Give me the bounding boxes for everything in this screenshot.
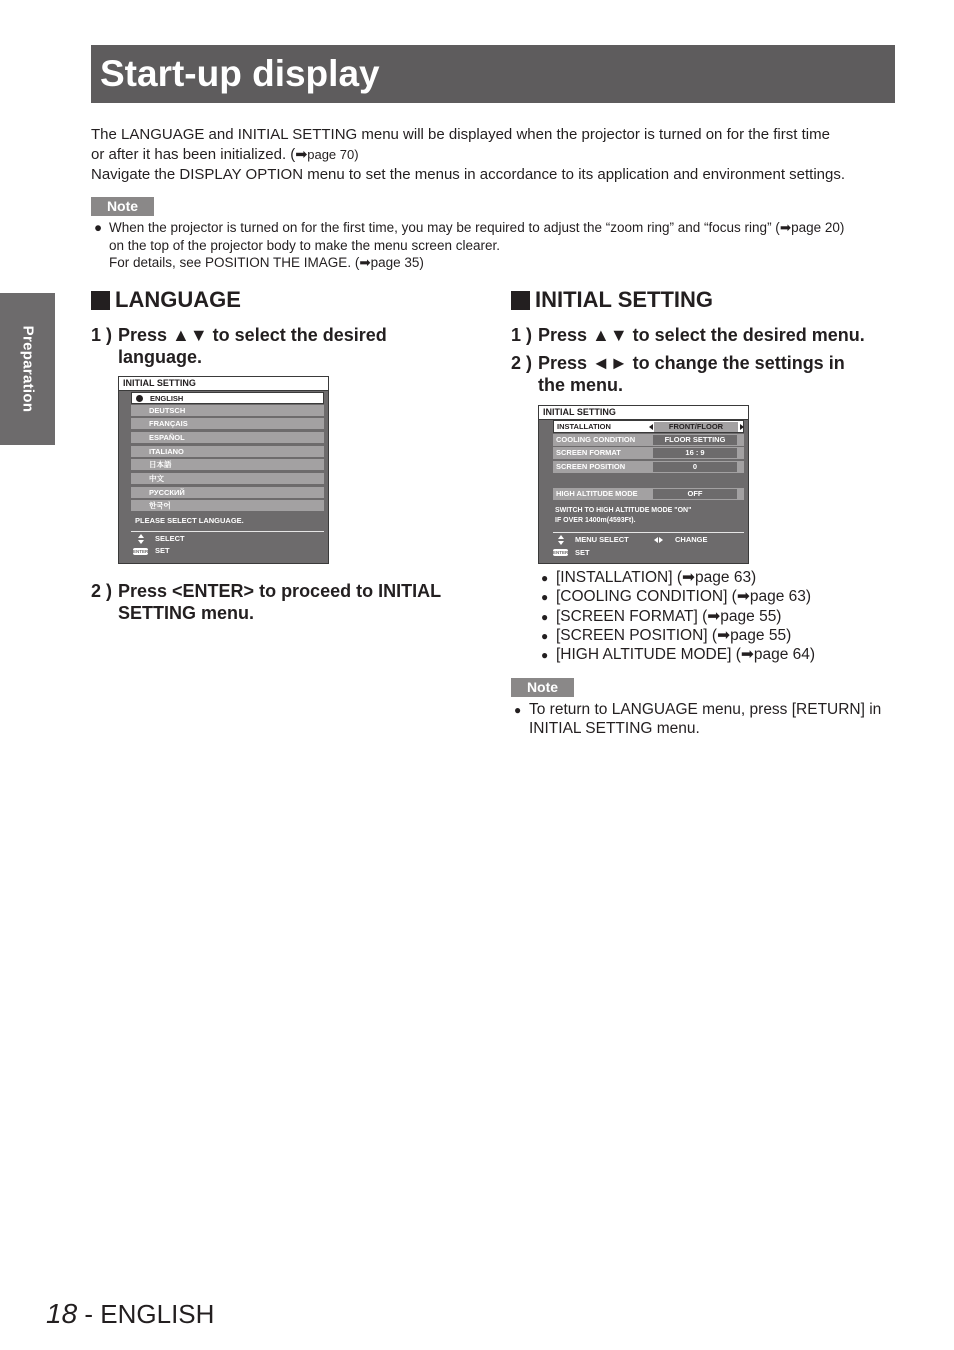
up-down-icon xyxy=(557,535,565,545)
page-number: 18 xyxy=(46,1298,78,1329)
row-value: FRONT/FLOOR xyxy=(654,422,738,432)
list-item xyxy=(539,607,919,626)
row-value: OFF xyxy=(653,489,737,499)
set-label: SET xyxy=(155,546,170,555)
selected-bullet-icon xyxy=(136,395,143,402)
step-line-2: the menu. xyxy=(538,375,624,395)
list-item-text: [SCREEN FORMAT] ( xyxy=(556,607,708,625)
language-option-francais[interactable] xyxy=(131,418,324,430)
bullet-icon: ● xyxy=(541,609,549,624)
menu-header: INITIAL SETTING xyxy=(119,377,328,391)
initial-setting-menu-screen xyxy=(538,405,749,564)
ref-arrow-icon: ➡ xyxy=(359,255,371,270)
language-step-1 xyxy=(91,324,491,370)
enter-key-icon: ENTER xyxy=(553,550,569,555)
ref-arrow-icon: ➡ xyxy=(707,607,721,625)
step-text xyxy=(118,580,441,624)
list-item-ref: page 55) xyxy=(720,607,782,625)
ref-arrow-icon: ➡ xyxy=(736,588,750,606)
bullet-icon: ● xyxy=(541,628,549,643)
side-tab-label: Preparation xyxy=(19,325,36,413)
language-prompt: PLEASE SELECT LANGUAGE. xyxy=(135,516,244,525)
note-1-line-3 xyxy=(109,254,898,272)
language-option-english[interactable] xyxy=(131,392,324,404)
ref-arrow-icon: ➡ xyxy=(682,569,696,586)
language-option-japanese[interactable] xyxy=(131,459,324,471)
note-tag: Note xyxy=(91,197,154,216)
note-1-line-1 xyxy=(109,219,898,237)
ref-arrow-icon: ➡ xyxy=(779,220,792,235)
language-option-chinese[interactable] xyxy=(131,473,324,485)
initial-step-1 xyxy=(511,324,911,346)
step-number: 2 ) xyxy=(511,353,533,373)
menu-header: INITIAL SETTING xyxy=(539,406,748,420)
initial-step-2 xyxy=(511,352,911,398)
language-heading-text: LANGUAGE xyxy=(115,287,241,312)
bullet-icon: ● xyxy=(94,220,103,235)
section-square-icon xyxy=(511,291,530,310)
altitude-message-line-1: SWITCH TO HIGH ALTITUDE MODE "ON" xyxy=(555,507,692,514)
note-1-line-1-text: When the projector is turned on for the first time, you may be required to adjust the “zoom ring” and “focus ring” ( xyxy=(109,220,780,235)
language-option-label: ENGLISH xyxy=(150,394,184,403)
language-menu-screen xyxy=(118,376,329,564)
left-right-icon xyxy=(654,536,664,544)
list-item xyxy=(539,645,919,664)
list-item-ref: page 63) xyxy=(749,588,812,606)
triangle-right-icon xyxy=(740,424,744,430)
row-label: SCREEN POSITION xyxy=(556,462,626,471)
language-option-russian[interactable] xyxy=(131,487,324,499)
note-1-item xyxy=(92,219,898,272)
enter-key-icon: ENTER xyxy=(133,549,149,554)
step-text xyxy=(118,324,387,368)
menu-divider xyxy=(553,532,744,533)
language-option-label: 日本語 xyxy=(149,460,172,469)
list-item xyxy=(539,626,919,645)
step-line-1: Press ◄► to change the settings in xyxy=(538,353,845,373)
row-value: FLOOR SETTING xyxy=(653,435,737,445)
language-option-espanol[interactable] xyxy=(131,432,324,444)
intro-line-2-text: or after it has been initialized. ( xyxy=(91,145,296,163)
language-option-label: ITALIANO xyxy=(149,447,184,456)
list-item-ref: page 55) xyxy=(730,626,792,644)
initial-setting-heading-text: INITIAL SETTING xyxy=(535,287,714,312)
language-option-label: FRANÇAIS xyxy=(149,419,188,428)
list-item-text: [SCREEN POSITION] ( xyxy=(556,626,718,644)
list-item-text: [COOLING CONDITION] ( xyxy=(556,588,737,606)
language-option-korean[interactable] xyxy=(131,500,324,512)
installation-row[interactable] xyxy=(553,420,744,433)
step-number: 2 ) xyxy=(91,581,113,601)
language-option-italiano[interactable] xyxy=(131,446,324,458)
step-line-2: SETTING menu. xyxy=(118,603,255,623)
note-2-line-2: INITIAL SETTING menu. xyxy=(529,720,700,737)
language-step-2 xyxy=(91,580,491,626)
ref-arrow-icon: ➡ xyxy=(717,626,731,644)
bullet-icon: ● xyxy=(541,590,549,605)
title-bar xyxy=(91,45,895,103)
list-item xyxy=(539,587,919,606)
step-number: 1 ) xyxy=(511,325,533,345)
step-line-1: Press ▲▼ to select the desired xyxy=(118,325,387,345)
cooling-condition-row[interactable] xyxy=(553,434,744,447)
language-option-label: 한국어 xyxy=(149,501,171,510)
footer-language: - ENGLISH xyxy=(77,1299,215,1329)
step-text xyxy=(538,352,845,396)
language-option-label: РУССКИЙ xyxy=(149,488,185,497)
altitude-message xyxy=(555,506,691,525)
bullet-icon: ● xyxy=(541,648,549,663)
row-label: INSTALLATION xyxy=(557,422,611,431)
step-number: 1 ) xyxy=(91,325,113,345)
list-item-ref: page 63) xyxy=(695,569,757,586)
language-option-label: ESPAÑOL xyxy=(149,433,185,442)
note-1-line-2: on the top of the projector body to make the menu screen clearer. xyxy=(109,237,500,253)
initial-setting-heading xyxy=(511,287,713,313)
step-text: Press ▲▼ to select the desired menu. xyxy=(538,325,865,345)
row-value: 16 : 9 xyxy=(653,448,737,458)
bullet-icon: ● xyxy=(514,703,522,717)
note-1-line-3-text: For details, see POSITION THE IMAGE. ( xyxy=(109,255,360,270)
list-item xyxy=(539,568,919,587)
intro-line-1: The LANGUAGE and INITIAL SETTING menu will be displayed when the projector is turned on for the first time xyxy=(91,126,830,143)
note-2 xyxy=(512,700,902,738)
up-down-icon xyxy=(137,534,145,544)
page-title: Start-up display xyxy=(100,53,380,94)
intro-line-2 xyxy=(91,145,901,166)
page-footer xyxy=(46,1298,214,1330)
select-label: SELECT xyxy=(155,534,185,543)
note-1-ref-2: page 35) xyxy=(370,255,424,270)
ref-arrow-icon: ➡ xyxy=(295,146,308,163)
language-option-deutsch[interactable] xyxy=(131,405,324,417)
initial-setting-references xyxy=(539,568,919,664)
language-option-label: DEUTSCH xyxy=(149,406,186,415)
row-label: HIGH ALTITUDE MODE xyxy=(556,489,638,498)
intro-line-3: Navigate the DISPLAY OPTION menu to set the menus in accordance to its application and environment settings. xyxy=(91,166,846,183)
set-label: SET xyxy=(575,548,590,557)
intro-paragraph xyxy=(91,125,901,185)
row-value: 0 xyxy=(653,462,737,472)
language-heading xyxy=(91,287,241,313)
menu-select-label: MENU SELECT xyxy=(575,535,629,544)
row-label: SCREEN FORMAT xyxy=(556,448,621,457)
triangle-left-icon xyxy=(649,424,653,430)
list-item-ref: page 64) xyxy=(753,646,816,664)
list-item-text: [INSTALLATION] ( xyxy=(556,569,683,586)
section-square-icon xyxy=(91,291,110,310)
note-2-line-1: To return to LANGUAGE menu, press [RETURN] in xyxy=(529,701,882,718)
altitude-message-line-2: IF OVER 1400m(4593Ft). xyxy=(555,516,636,524)
screen-position-row[interactable] xyxy=(553,461,744,474)
bullet-icon: ● xyxy=(541,571,549,585)
note-tag: Note xyxy=(511,678,574,697)
menu-divider xyxy=(131,531,324,532)
note-1-ref-1: page 20) xyxy=(791,220,845,235)
high-altitude-row[interactable] xyxy=(553,488,744,501)
row-label: COOLING CONDITION xyxy=(556,435,636,444)
intro-ref: page 70) xyxy=(307,146,359,162)
list-item-text: [HIGH ALTITUDE MODE] ( xyxy=(556,646,741,664)
note-2-item xyxy=(512,700,902,738)
step-line-2: language. xyxy=(118,347,203,367)
side-tab xyxy=(0,293,55,445)
language-option-label: 中文 xyxy=(149,474,164,483)
note-1 xyxy=(92,218,898,272)
screen-format-row[interactable] xyxy=(553,447,744,460)
step-line-1: Press <ENTER> to proceed to INITIAL xyxy=(118,581,442,601)
change-label: CHANGE xyxy=(675,535,708,544)
ref-arrow-icon: ➡ xyxy=(740,646,754,664)
